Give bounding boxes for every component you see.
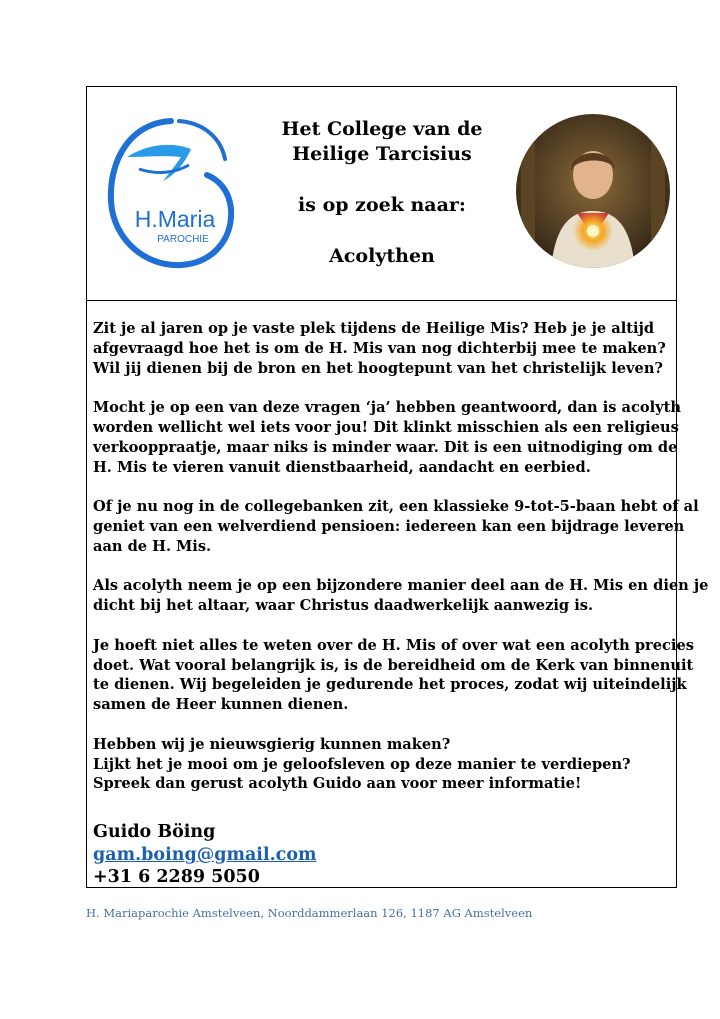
flyer-frame bbox=[86, 86, 709, 888]
subtitle: is op zoek naar: bbox=[298, 194, 466, 216]
body-line: Mocht je op een van deze vragen ‘ja’ hebben geantwoord, dan is acolyth bbox=[93, 399, 681, 417]
body-line: verkooppraatje, maar niks is minder waar. Dit is een uitnodiging om de bbox=[93, 438, 678, 456]
body-line: Wil jij dienen bij de bron en het hoogtepunt van het christelijk leven? bbox=[93, 359, 663, 377]
body-paragraph bbox=[93, 576, 709, 616]
body-paragraph bbox=[93, 319, 673, 378]
body-paragraph bbox=[93, 636, 694, 715]
body-line: samen de Heer kunnen dienen. bbox=[93, 696, 349, 714]
title-line-1: Het College van de bbox=[281, 118, 483, 140]
body-line: Als acolyth neem je op een bijzondere manier deel aan de H. Mis en dien je bbox=[93, 577, 709, 595]
saint-portrait-image bbox=[515, 113, 671, 269]
body-line: Zit je al jaren op je vaste plek tijdens de Heilige Mis? Heb je je altijd bbox=[93, 320, 655, 337]
body-line: H. Mis te vieren vanuit dienstbaarheid, aandacht en eerbied. bbox=[93, 458, 591, 476]
logo-wordmark: H.Maria bbox=[134, 206, 216, 232]
body-line: dicht bij het altaar, waar Christus daadwerkelijk aanwezig is. bbox=[93, 597, 594, 615]
contact-phone: +31 6 2289 5050 bbox=[93, 867, 260, 887]
body-line: te dienen. Wij begeleiden je gedurende het proces, zodat wij uiteindelijk bbox=[93, 676, 687, 694]
body-line: geniet van een welverdiend pensioen: iedereen kan een bijdrage leveren bbox=[93, 517, 685, 535]
title-line-2: Heilige Tarcisius bbox=[292, 143, 472, 165]
role-title: Acolythen bbox=[329, 245, 435, 267]
parish-logo bbox=[105, 115, 237, 271]
body-paragraph bbox=[93, 398, 681, 477]
footer-address: H. Mariaparochie Amstelveen, Noorddammerlaan 126, 1187 AG Amstelveen bbox=[86, 906, 533, 920]
contact-email-link[interactable]: gam.boing@gmail.com bbox=[93, 844, 317, 865]
contact-name: Guido Böing bbox=[93, 822, 216, 842]
body-line: Of je nu nog in de collegebanken zit, een klassieke 9-tot-5-baan hebt of al bbox=[93, 498, 699, 516]
body-line: Hebben wij je nieuwsgierig kunnen maken? bbox=[93, 735, 451, 753]
body-line: afgevraagd hoe het is om de H. Mis van nog dichterbij mee te maken? bbox=[93, 339, 666, 357]
body-line: doet. Wat vooral belangrijk is, is de bereidheid om de Kerk van binnenuit bbox=[93, 656, 694, 674]
contact-block bbox=[93, 821, 673, 889]
logo-subtitle: PAROCHIE bbox=[157, 234, 209, 245]
title-block bbox=[273, 117, 491, 269]
body-line: worden wellicht wel iets voor jou! Dit klinkt misschien als een religieus bbox=[93, 418, 679, 436]
body-line: Lijkt het je mooi om je geloofsleven op deze manier te verdiepen? bbox=[93, 755, 631, 773]
body-line: Spreek dan gerust acolyth Guido aan voor meer informatie! bbox=[93, 775, 582, 793]
body-line: Je hoeft niet alles te weten over de H. Mis of over wat een acolyth precies bbox=[93, 636, 694, 654]
body-paragraph bbox=[93, 497, 699, 556]
flyer-header bbox=[87, 87, 676, 301]
flyer-body-text bbox=[93, 319, 709, 814]
body-paragraph bbox=[93, 735, 673, 794]
body-line: aan de H. Mis. bbox=[93, 537, 212, 555]
